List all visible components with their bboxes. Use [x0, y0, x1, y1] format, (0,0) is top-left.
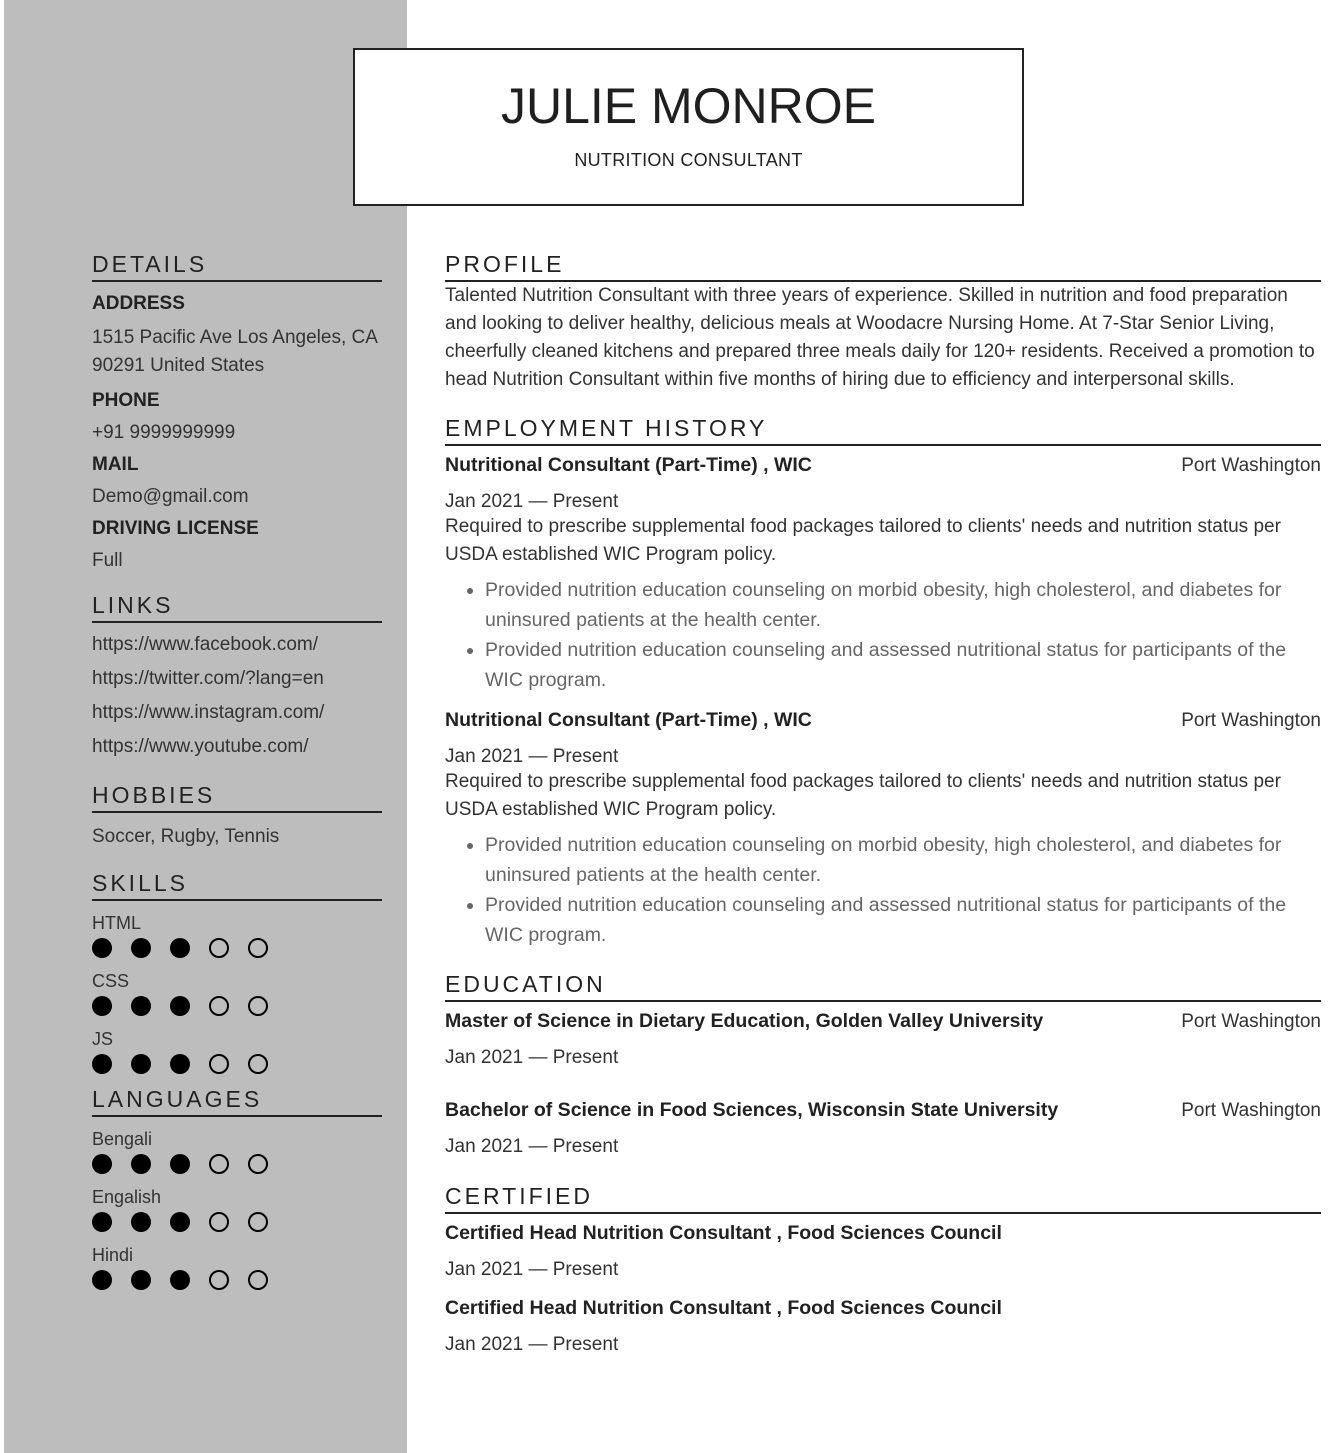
rating-dot-filled — [131, 1154, 151, 1174]
education-location: Port Washington — [1181, 1100, 1321, 1121]
language-name: Bengali — [92, 1129, 153, 1149]
education-entry — [445, 1099, 1321, 1158]
rating-dot-empty — [209, 1054, 229, 1074]
education-heading: EDUCATION — [445, 970, 1321, 1002]
rating-dot-filled — [131, 1270, 151, 1290]
skills-heading: SKILLS — [92, 869, 382, 901]
rating-dot-filled — [92, 938, 112, 958]
rating-dot-filled — [170, 1154, 190, 1174]
job-header — [445, 709, 1321, 732]
job-entry — [445, 709, 1321, 950]
education-location: Port Washington — [1181, 1011, 1321, 1032]
mail-value: Demo@gmail.com — [92, 486, 249, 507]
language-rating — [92, 1211, 382, 1233]
job-location: Port Washington — [1181, 455, 1321, 476]
name-header — [353, 48, 1024, 206]
rating-dot-empty — [248, 1212, 268, 1232]
job-description: Required to prescribe supplemental food packages tailored to clients' needs and nutrition status per USDA established WIC Program policy. — [445, 771, 1281, 820]
link-facebook[interactable]: https://www.facebook.com/ — [92, 634, 318, 655]
job-description: Required to prescribe supplemental food packages tailored to clients' needs and nutrition status per USDA established WIC Program policy. — [445, 516, 1281, 565]
job-location: Port Washington — [1181, 710, 1321, 731]
certified-heading: CERTIFIED — [445, 1182, 1321, 1214]
languages-heading: LANGUAGES — [92, 1085, 382, 1117]
certified-date: Jan 2021 — Present — [445, 1259, 619, 1280]
education-header — [445, 1010, 1321, 1033]
rating-dot-empty — [209, 1270, 229, 1290]
language-name: Hindi — [92, 1245, 134, 1265]
certified-date: Jan 2021 — Present — [445, 1334, 619, 1355]
job-bullets — [445, 830, 1321, 950]
address-line1: 1515 Pacific Ave Los Angeles, CA — [92, 327, 378, 348]
language-name: Engalish — [92, 1187, 162, 1207]
profile-text: Talented Nutrition Consultant with three years of experience. Skilled in nutrition and food preparation and looking to deliver healthy, delicious meals at Woodacre Nursing Home. At 7-Star Senior Living, cheerfully cleaned kitchens and prepared three meals daily for 120+ residents. Received a promotion to head Nutrition Consultant within five months of hiring due to efficiency and interpersonal skills. — [445, 285, 1315, 390]
rating-dot-filled — [131, 996, 151, 1016]
skill-name: JS — [92, 1029, 114, 1049]
rating-dot-filled — [92, 1154, 112, 1174]
main-column — [445, 250, 1321, 1356]
rating-dot-filled — [131, 1212, 151, 1232]
job-date: Jan 2021 — Present — [445, 491, 619, 512]
education-date: Jan 2021 — Present — [445, 1047, 619, 1068]
rating-dot-empty — [209, 996, 229, 1016]
rating-dot-filled — [92, 1270, 112, 1290]
skills-list — [92, 913, 382, 1075]
left-column — [92, 250, 382, 1291]
job-header — [445, 454, 1321, 477]
rating-dot-filled — [92, 996, 112, 1016]
job-bullet: • Provided nutrition education counseling on morbid obesity, high cholesterol, and diabetes for uninsured patients at the health center. — [485, 830, 1321, 890]
hobbies-value: Soccer, Rugby, Tennis — [92, 826, 280, 847]
details-heading: DETAILS — [92, 250, 382, 282]
rating-dot-empty — [248, 938, 268, 958]
address-line2: 90291 United States — [92, 355, 265, 376]
employment-heading: EMPLOYMENT HISTORY — [445, 414, 1321, 446]
person-name: JULIE MONROE — [500, 78, 877, 134]
skill-name: CSS — [92, 971, 130, 991]
phone-value: +91 9999999999 — [92, 422, 236, 443]
language-rating — [92, 1269, 382, 1291]
certified-title: Certified Head Nutrition Consultant , Food Sciences Council — [445, 1297, 1002, 1319]
certified-title: Certified Head Nutrition Consultant , Food Sciences Council — [445, 1222, 1002, 1244]
rating-dot-filled — [131, 1054, 151, 1074]
job-date: Jan 2021 — Present — [445, 746, 619, 767]
rating-dot-empty — [248, 1054, 268, 1074]
links-heading: LINKS — [92, 591, 382, 623]
skill-name: HTML — [92, 913, 141, 933]
profile-heading: PROFILE — [445, 250, 1321, 282]
license-value: Full — [92, 550, 123, 571]
rating-dot-empty — [209, 1212, 229, 1232]
rating-dot-filled — [131, 938, 151, 958]
rating-dot-filled — [170, 1270, 190, 1290]
language-rating — [92, 1153, 382, 1175]
rating-dot-empty — [248, 1270, 268, 1290]
job-role: NUTRITION CONSULTANT — [574, 150, 803, 170]
job-bullet: • Provided nutrition education counseling on morbid obesity, high cholesterol, and diabetes for uninsured patients at the health center. — [485, 575, 1321, 635]
hobbies-heading: HOBBIES — [92, 781, 382, 813]
job-bullet: • Provided nutrition education counseling and assessed nutritional status for participants of the WIC program. — [485, 890, 1321, 950]
rating-dot-empty — [209, 938, 229, 958]
link-instagram[interactable]: https://www.instagram.com/ — [92, 702, 325, 723]
rating-dot-filled — [170, 996, 190, 1016]
address-label: ADDRESS — [92, 293, 185, 314]
education-entry — [445, 1010, 1321, 1069]
address-value — [92, 324, 382, 380]
job-title: Nutritional Consultant (Part-Time) , WIC — [445, 454, 812, 476]
certified-entry — [445, 1297, 1321, 1356]
rating-dot-filled — [170, 938, 190, 958]
link-youtube[interactable]: https://www.youtube.com/ — [92, 736, 309, 757]
link-twitter[interactable]: https://twitter.com/?lang=en — [92, 668, 324, 689]
license-label: DRIVING LICENSE — [92, 518, 259, 539]
certified-entry — [445, 1222, 1321, 1281]
rating-dot-filled — [170, 1212, 190, 1232]
education-header — [445, 1099, 1321, 1122]
languages-list — [92, 1129, 382, 1291]
rating-dot-filled — [92, 1212, 112, 1232]
education-title: Master of Science in Dietary Education, Golden Valley University — [445, 1010, 1044, 1032]
skill-rating — [92, 1053, 382, 1075]
job-bullet: • Provided nutrition education counseling and assessed nutritional status for participants of the WIC program. — [485, 635, 1321, 695]
rating-dot-filled — [170, 1054, 190, 1074]
education-date: Jan 2021 — Present — [445, 1136, 619, 1157]
education-title: Bachelor of Science in Food Sciences, Wisconsin State University — [445, 1099, 1059, 1121]
skill-rating — [92, 937, 382, 959]
rating-dot-empty — [248, 1154, 268, 1174]
rating-dot-empty — [209, 1154, 229, 1174]
rating-dot-empty — [248, 996, 268, 1016]
phone-label: PHONE — [92, 390, 160, 411]
job-entry — [445, 454, 1321, 695]
skill-rating — [92, 995, 382, 1017]
job-bullets — [445, 575, 1321, 695]
job-title: Nutritional Consultant (Part-Time) , WIC — [445, 709, 812, 731]
mail-label: MAIL — [92, 454, 139, 475]
rating-dot-filled — [92, 1054, 112, 1074]
